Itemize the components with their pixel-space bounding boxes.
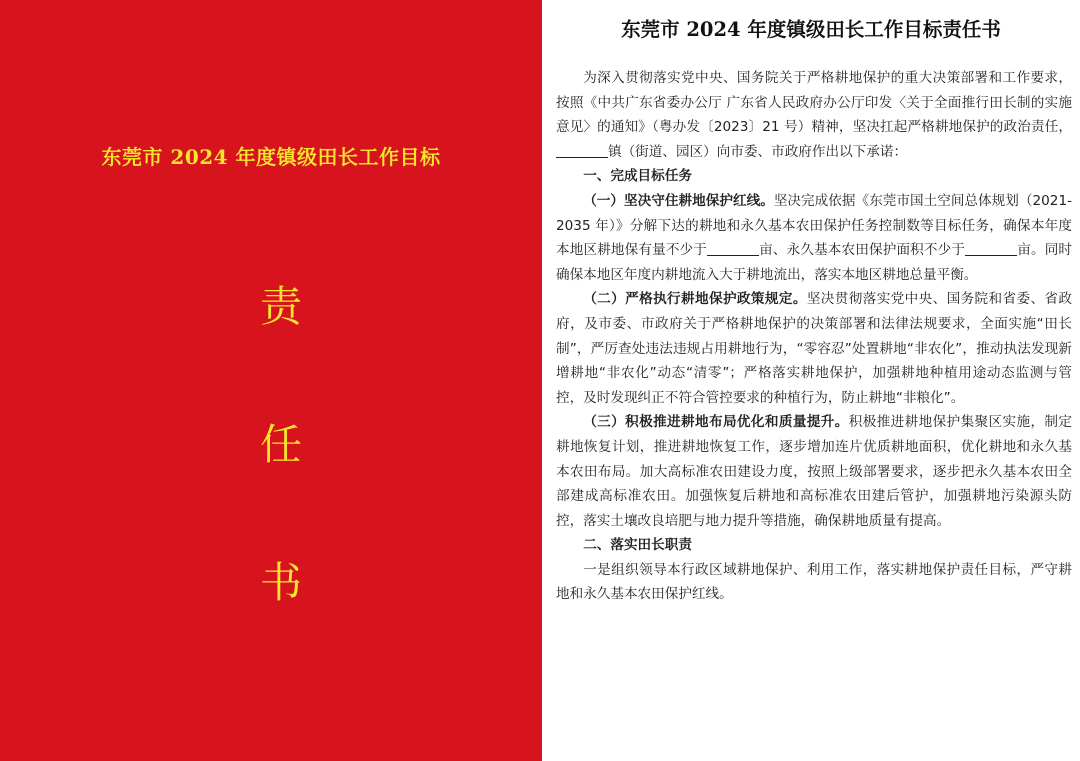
item-1-text-a: 坚决完成依据《东莞市国土空间总体规划（2021-2035 年）》分解下达的耕地和永久基本农田保护任务控制数等目标任务，确保本年度本地区耕地保有量不少于 <box>556 192 1073 259</box>
cover-char-ze: 责 <box>259 282 302 331</box>
intro-text-b: 镇（街道、园区）向市委、市政府作出以下承诺： <box>608 143 908 160</box>
document-title: 东莞市 2024 年度镇级田长工作目标责任书 <box>621 18 1001 41</box>
intro-text-a: 为深入贯彻落实党中央、国务院关于严格耕地保护的重大决策部署和工作要求，按照《中共广东省委办公厅 广东省人民政府办公厅印发〈关于全面推行田长制的实施意见〉的通知》（粤办发〔2023〕21 号）精神，坚决扛起严格耕地保护的政治责任， <box>556 70 1072 136</box>
cover-char-shu: 书 <box>259 558 302 607</box>
item-2-paragraph <box>556 287 1072 410</box>
section-heading-1: 一、完成目标任务 <box>583 168 692 185</box>
content-page <box>542 0 1080 761</box>
item-3-paragraph <box>556 410 1072 533</box>
cover-title: 东莞市 2024 年度镇级田长工作目标 <box>101 145 441 169</box>
document-body <box>556 66 1072 607</box>
item-1-paragraph <box>556 189 1072 287</box>
intro-paragraph <box>556 66 1072 164</box>
item-1-text-b: 亩、永久基本农田保护面积不少于 <box>759 242 966 259</box>
town-name-blank <box>556 143 608 158</box>
basic-farmland-area-blank <box>965 241 1017 256</box>
item-2-text: 坚决贯彻落实党中央、国务院和省委、省政府，及市委、市政府关于严格耕地保护的决策部署和法律法规要求，全面实施“田长制”，严厉查处违法违规占用耕地行为，“零容忍”处置耕地“非农化”，推动执法发现新增耕地“非农化”动态“清零”；严格落实耕地保护，加强耕地种植用途动态监测与管控，及时发现纠正不符合管控要求的种植行为，防止耕地“非粮化”。 <box>556 291 1073 406</box>
cover-char-ren: 任 <box>259 420 302 469</box>
item-3-lead: （三）积极推进耕地布局优化和质量提升。 <box>583 414 849 431</box>
item-4-paragraph: 一是组织领导本行政区域耕地保护、利用工作，落实耕地保护责任目标，严守耕地和永久基本农田保护红线。 <box>556 561 1072 603</box>
item-1-lead: （一）坚决守住耕地保护红线。 <box>583 192 774 209</box>
item-3-text: 积极推进耕地保护集聚区实施，制定耕地恢复计划，推进耕地恢复工作，逐步增加连片优质耕地面积，优化耕地和永久基本农田布局。加大高标准农田建设力度，按照上级部署要求，逐步把永久基本农田全部建成高标准农田。加强恢复后耕地和高标准农田建后管护，加强耕地污染源头防控，落实土壤改良培肥与地力提升等措施，确保耕地质量有提高。 <box>556 414 1072 529</box>
section-heading-2: 二、落实田长职责 <box>583 537 692 554</box>
farmland-area-blank <box>707 241 759 256</box>
item-2-lead: （二）严格执行耕地保护政策规定。 <box>583 291 807 308</box>
item-1-text-c: 亩。同时确保本地区年度内耕地流入大于耕地流出，落实本地区耕地总量平衡。 <box>556 242 1073 283</box>
